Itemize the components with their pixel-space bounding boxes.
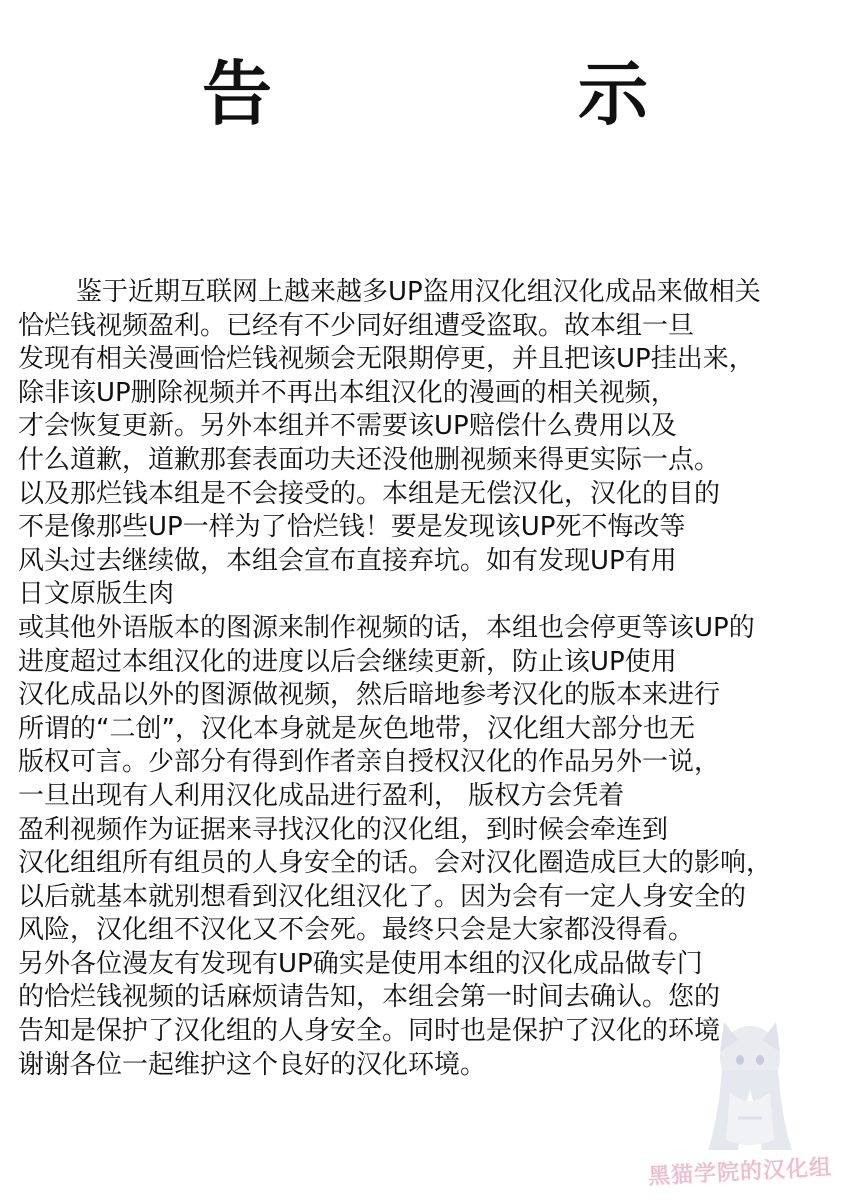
notice-line: 一旦出现有人利用汉化成品进行盈利， 版权方会凭着 [18,780,625,811]
notice-line: 的恰烂钱视频的话麻烦请告知，本组会第一时间去确认。您的 [18,982,721,1013]
notice-line: 除非该UP删除视频并不再出本组汉化的漫画的相关视频， [18,377,677,408]
notice-line: 风头过去继续做，本组会宣布直接弃坑。如有发现UP有用 [18,545,677,576]
notice-line: 以及那烂钱本组是不会接受的。本组是无偿汉化，汉化的目的 [18,478,721,509]
notice-line: 鉴于近期互联网上越来越多UP盗用汉化组汉化成品来做相关 [76,277,761,307]
notice-line: 另外各位漫友有发现有UP确实是使用本组的汉化成品做专门 [18,948,703,979]
notice-line: 风险，汉化组不汉化又不会死。最终只会是大家都没得看。 [18,915,695,946]
notice-line: 所谓的“二创”，汉化本身就是灰色地带，汉化组大部分也无 [18,713,695,744]
notice-title: 告 示 [202,53,766,135]
notice-line: 发现有相关漫画恰烂钱视频会无限期停更，并且把该UP挂出来， [18,344,755,375]
notice-line: 或其他外语版本的图源来制作视频的话，本组也会停更等该UP的 [18,612,755,643]
notice-line: 什么道歉，道歉那套表面功夫还没他删视频来得更实际一点。 [18,444,721,475]
notice-line: 盈利视频作为证据来寻找汉化的汉化组，到时候会牵连到 [18,814,669,845]
notice-line: 汉化组组所有组员的人身安全的话。会对汉化圈造成巨大的影响， [18,848,773,879]
notice-line: 恰烂钱视频盈利。已经有不少同好组遭受盗取。故本组一旦 [18,310,695,341]
notice-line: 告知是保护了汉化组的人身安全。同时也是保护了汉化的环境 [18,1016,721,1047]
notice-line: 汉化成品以外的图源做视频，然后暗地参考汉化的版本来进行 [18,680,721,711]
watermark-label: 黑猫学院的汉化组 [647,1155,833,1190]
notice-body [18,276,848,1082]
notice-line: 谢谢各位一起维护这个良好的汉化环境。 [18,1049,487,1080]
notice-line: 以后就基本就别想看到汉化组汉化了。因为会有一定人身安全的 [18,881,747,912]
notice-line: 日文原版生肉 [18,579,175,610]
notice-line: 不是像那些UP一样为了恰烂钱！要是发现该UP死不悔改等 [18,512,686,543]
notice-line: 才会恢复更新。另外本组并不需要该UP赔偿什么费用以及 [18,411,677,442]
notice-line: 版权可言。少部分有得到作者亲自授权汉化的作品另外一说， [18,747,721,778]
notice-line: 进度超过本组汉化的进度以后会继续更新，防止该UP使用 [18,646,677,677]
